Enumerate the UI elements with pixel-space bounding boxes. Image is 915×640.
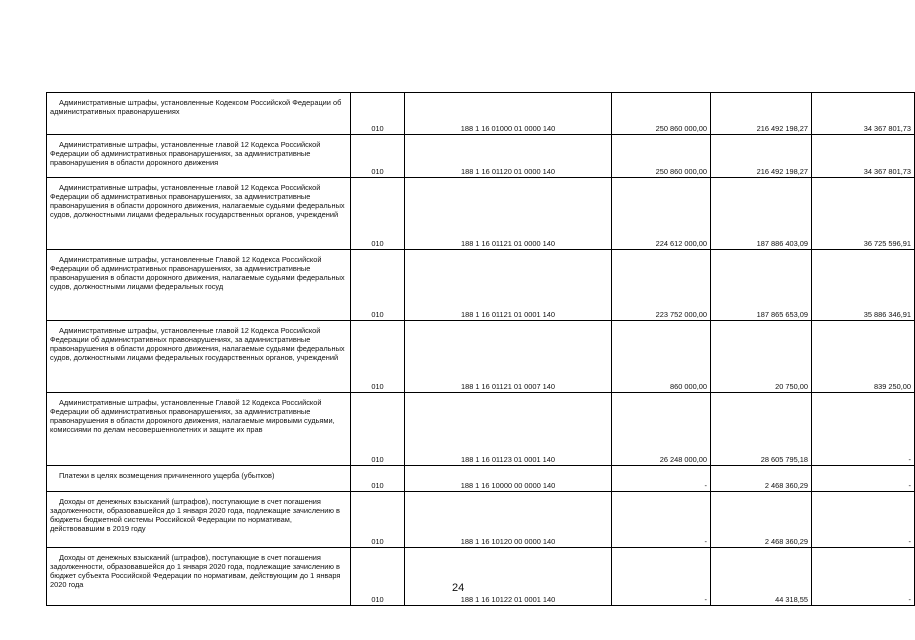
row-budget-code-cell: 188 1 16 01120 01 0000 140 <box>405 135 612 178</box>
row-name-cell <box>47 492 351 548</box>
row-name-cell <box>47 93 351 135</box>
row-unexecuted-amount-cell: 839 250,00 <box>812 321 915 393</box>
row-name-text: Доходы от денежных взысканий (штрафов), поступающие в счет погашения задолженности, образовавшейся до 1 января 2020 года, подлежащие зачислению в бюджеты бюджетной системы Российской Федерации по нормативам, действовавшим в 2019 году <box>50 497 340 534</box>
row-name-cell <box>47 250 351 321</box>
row-approved-amount-cell: - <box>612 466 711 492</box>
row-line-code-cell: 010 <box>351 548 405 606</box>
page-number: 24 <box>452 582 465 594</box>
row-name-cell <box>47 393 351 466</box>
row-executed-amount-cell: 20 750,00 <box>711 321 812 393</box>
row-unexecuted-amount-cell: - <box>812 548 915 606</box>
row-name-text: Административные штрафы, установленные Кодексом Российской Федерации об административных правонарушениях <box>50 98 342 117</box>
row-executed-amount-cell: 187 886 403,09 <box>711 178 812 250</box>
row-approved-amount-cell: - <box>612 548 711 606</box>
row-approved-amount-cell: 223 752 000,00 <box>612 250 711 321</box>
report-table <box>46 92 915 606</box>
table-row <box>47 250 915 321</box>
row-name-cell <box>47 321 351 393</box>
row-name-cell <box>47 466 351 492</box>
table-row <box>47 393 915 466</box>
row-executed-amount-cell: 2 468 360,29 <box>711 492 812 548</box>
row-budget-code-cell: 188 1 16 01121 01 0007 140 <box>405 321 612 393</box>
row-executed-amount-cell: 216 492 198,27 <box>711 135 812 178</box>
row-name-text: Административные штрафы, установленные Главой 12 Кодекса Российской Федерации об административных правонарушениях, за административные правонарушения в области дорожного движения, налагаемые судьями федеральных судов, должностными лицами федеральных госуд <box>50 255 345 292</box>
row-line-code-cell: 010 <box>351 321 405 393</box>
row-budget-code-cell: 188 1 16 01000 01 0000 140 <box>405 93 612 135</box>
row-approved-amount-cell: 250 860 000,00 <box>612 93 711 135</box>
row-name-cell <box>47 178 351 250</box>
row-approved-amount-cell: 860 000,00 <box>612 321 711 393</box>
row-executed-amount-cell: 44 318,55 <box>711 548 812 606</box>
row-name-text: Административные штрафы, установленные главой 12 Кодекса Российской Федерации об административных правонарушениях, за административные правонарушения в области дорожного движения, налагаемые судьями федеральных судов, должностными лицами федеральных государственных органов, учреждений <box>50 326 345 363</box>
row-name-text: Платежи в целях возмещения причиненного ущерба (убытков) <box>59 471 275 480</box>
table-row <box>47 93 915 135</box>
row-name-text: Административные штрафы, установленные главой 12 Кодекса Российской Федерации об административных правонарушениях, за административные правонарушения в области дорожного движения <box>50 140 321 168</box>
row-approved-amount-cell: 26 248 000,00 <box>612 393 711 466</box>
row-line-code-cell: 010 <box>351 93 405 135</box>
row-line-code-cell: 010 <box>351 393 405 466</box>
row-name-cell <box>47 548 351 606</box>
row-executed-amount-cell: 28 605 795,18 <box>711 393 812 466</box>
row-line-code-cell: 010 <box>351 492 405 548</box>
row-unexecuted-amount-cell: 35 886 346,91 <box>812 250 915 321</box>
row-approved-amount-cell: - <box>612 492 711 548</box>
row-budget-code-cell: 188 1 16 01121 01 0000 140 <box>405 178 612 250</box>
table-row <box>47 321 915 393</box>
row-budget-code-cell: 188 1 16 10000 00 0000 140 <box>405 466 612 492</box>
row-unexecuted-amount-cell: - <box>812 492 915 548</box>
row-budget-code-cell: 188 1 16 01121 01 0001 140 <box>405 250 612 321</box>
row-line-code-cell: 010 <box>351 135 405 178</box>
table-row <box>47 178 915 250</box>
row-line-code-cell: 010 <box>351 178 405 250</box>
row-executed-amount-cell: 187 865 653,09 <box>711 250 812 321</box>
row-executed-amount-cell: 216 492 198,27 <box>711 93 812 135</box>
row-line-code-cell: 010 <box>351 250 405 321</box>
row-unexecuted-amount-cell: 34 367 801,73 <box>812 93 915 135</box>
row-budget-code-cell: 188 1 16 10122 01 0001 140 <box>405 548 612 606</box>
table-row <box>47 135 915 178</box>
row-name-cell <box>47 135 351 178</box>
row-unexecuted-amount-cell: - <box>812 466 915 492</box>
row-unexecuted-amount-cell: - <box>812 393 915 466</box>
row-budget-code-cell: 188 1 16 01123 01 0001 140 <box>405 393 612 466</box>
row-approved-amount-cell: 250 860 000,00 <box>612 135 711 178</box>
row-name-text: Административные штрафы, установленные Главой 12 Кодекса Российской Федерации об административных правонарушениях, за административные правонарушения в области дорожного движения, налагаемые мировыми судьями, комиссиями по делам несовершеннолетних и защите их прав <box>50 398 335 435</box>
table-row <box>47 548 915 606</box>
row-name-text: Административные штрафы, установленные главой 12 Кодекса Российской Федерации об административных правонарушениях, за административные правонарушения в области дорожного движения, налагаемые судьями федеральных судов, должностными лицами федеральных государственных органов, учреждений <box>50 183 345 220</box>
row-budget-code-cell: 188 1 16 10120 00 0000 140 <box>405 492 612 548</box>
row-line-code-cell: 010 <box>351 466 405 492</box>
row-name-text: Доходы от денежных взысканий (штрафов), поступающие в счет погашения задолженности, образовавшейся до 1 января 2020 года, подлежащие зачислению в бюджет субъекта Российской Федерации по нормативам, действующим до 1 января 2020 года <box>50 553 341 590</box>
row-executed-amount-cell: 2 468 360,29 <box>711 466 812 492</box>
table-body <box>47 93 915 606</box>
row-unexecuted-amount-cell: 36 725 596,91 <box>812 178 915 250</box>
table-row <box>47 466 915 492</box>
row-approved-amount-cell: 224 612 000,00 <box>612 178 711 250</box>
table-row <box>47 492 915 548</box>
row-unexecuted-amount-cell: 34 367 801,73 <box>812 135 915 178</box>
